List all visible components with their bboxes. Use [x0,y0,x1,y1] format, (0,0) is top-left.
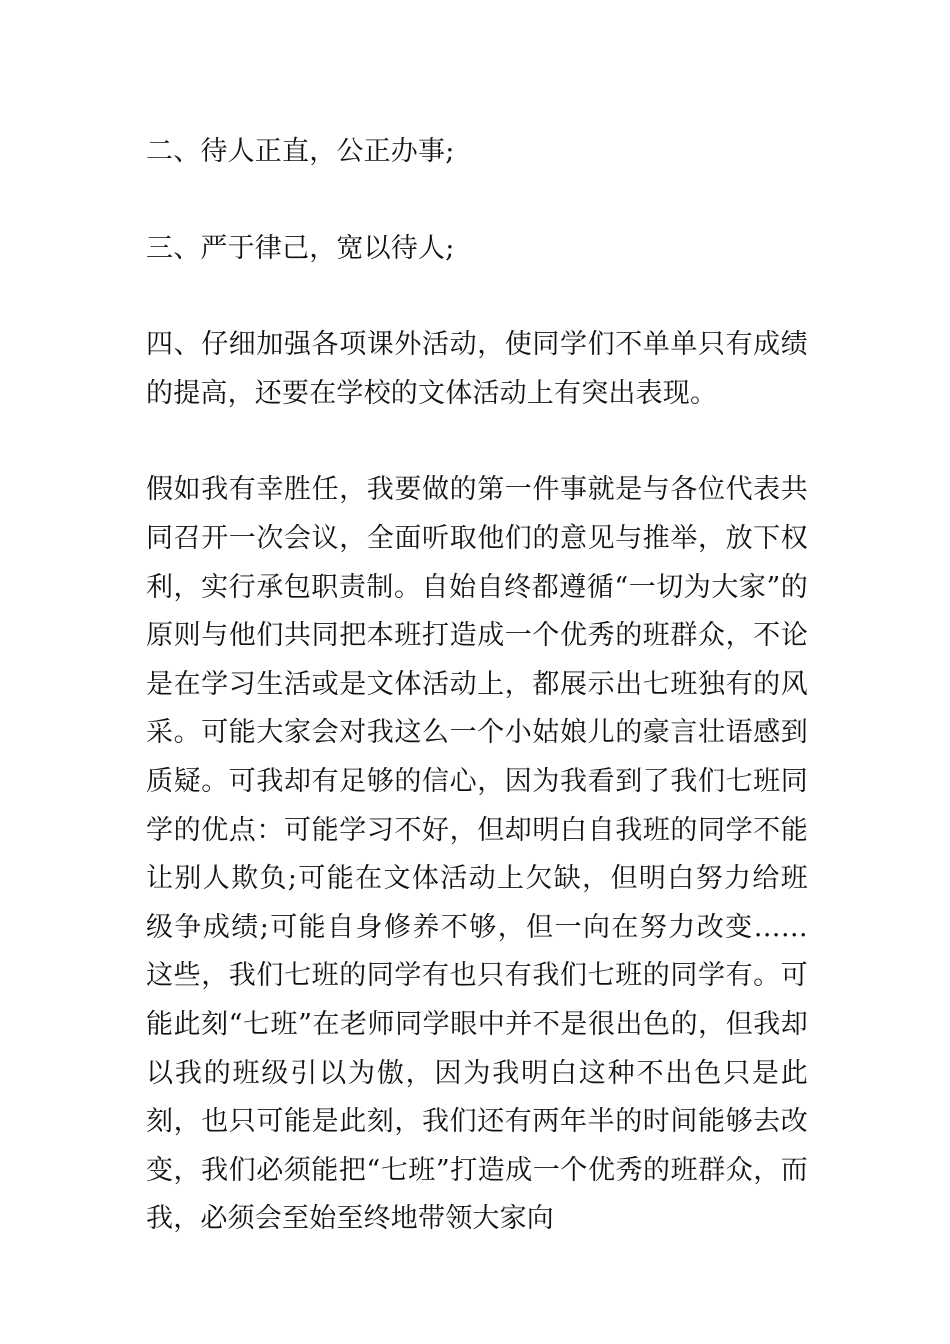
list-item-2: 二、待人正直，公正办事; [146,136,455,167]
list-item-3: 三、严于律己，宽以待人; [146,232,455,264]
document-body [146,128,808,1244]
list-item-4: 四、仔细加强各项课外活动，使同学们不单单只有成绩的提高，还要在学校的文体活动上有突出表现。 [146,329,808,409]
body-paragraph: 假如我有幸胜任，我要做的第一件事就是与各位代表共同召开一次会议，全面听取他们的意见与推举，放下权利，实行承包职责制。自始自终都遵循“一切为大家”的原则与他们共同把本班打造成一个优秀的班群众，不论是在学习生活或是文体活动上，都展示出七班独有的风采。可能大家会对我这么一个小姑娘儿的豪言壮语感到质疑。可我却有足够的信心，因为我看到了我们七班同学的优点：可能学习不好，但却明白自我班的同学不能让别人欺负;可能在文体活动上欠缺，但明白努力给班级争成绩;可能自身修养不够，但一向在努力改变……这些，我们七班的同学有也只有我们七班的同学有。可能此刻“七班”在老师同学眼中并不是很出色的，但我却以我的班级引以为傲，因为我明白这种不出色只是此刻，也只可能是此刻，我们还有两年半的时间能够去改变，我们必须能把“七班”打造成一个优秀的班群众，而我，必须会至始至终地带领大家向 [146,474,808,1235]
